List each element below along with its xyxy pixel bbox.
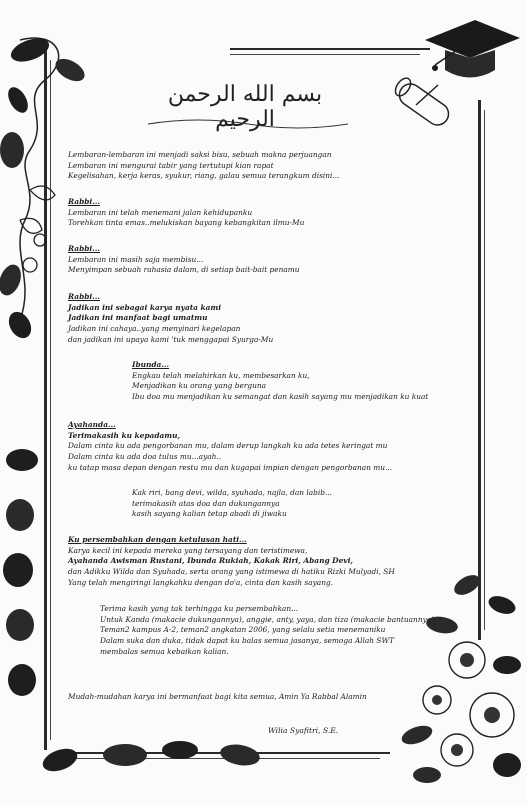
- stanza-thanks: [100, 604, 500, 657]
- poem-line: Kak riri, bang devi, wilda, syuhada, najla, dan labib...: [132, 488, 333, 497]
- closing-line: [68, 692, 468, 703]
- poem-line: Teman2 kampus A-2, teman2 angkatan 2006, yang selalu setia menemaniku: [100, 625, 386, 635]
- stanza-opening: [68, 150, 468, 182]
- poem-line: Dalam cinta ku ada pengorbanan mu, dalam derup langkah ku ada tetes keringat mu: [68, 441, 388, 451]
- poem-line: Terima kasih yang tak terhingga ku persembahkan...: [100, 604, 299, 613]
- poem-line: dan jadikan ini upaya kami 'tuk menggapai Syurga-Mu: [68, 334, 274, 344]
- stanza-heading: Rabbi...: [68, 292, 100, 301]
- poem-line: Menjadikan ku orang yang berguna: [132, 381, 267, 391]
- stanza-rabbi-1: [68, 197, 468, 229]
- bismillah-underline-icon: [148, 118, 348, 130]
- stanza-rabbi-2: [68, 244, 468, 276]
- poem-line: dan Adikku Wilda dan Syuhada, serta orang yang istimewa di hatiku Rizki Mulyadi, SH: [68, 567, 395, 577]
- leaves-bottom-row-icon: [40, 730, 300, 790]
- poem-line: Jadikan ini sebagai karya nyata kami: [68, 302, 222, 312]
- poem-line: membalas semua kebaikan kalian.: [100, 646, 229, 656]
- stanza-siblings: [132, 488, 527, 520]
- diploma-scroll-icon: [388, 75, 458, 145]
- poem-line: Lembaran-lembaran ini menjadi saksi bisu, sebuah makna perjuangan: [68, 150, 332, 159]
- poem-line: Ibu doa mu menjadikan ku semangat dan kasih sayang mu menjadikan ku kuat: [132, 392, 429, 402]
- poem-line: Lembaran ini masih saja membisu...: [68, 254, 204, 264]
- poem-line: Torehkan tinta emas..melukiskan bayang kebangkitan ilmu-Mu: [68, 218, 305, 228]
- stanza-rabbi-3: [68, 292, 468, 345]
- leaves-left-bottom-icon: [0, 440, 60, 720]
- poem-line: Karya kecil ini kepada mereka yang tersayang dan teristimewa,: [68, 545, 308, 555]
- closing-text: Mudah-mudahan karya ini bermanfaat bagi kita semua, Amin Ya Rabbal Alamin: [68, 692, 367, 701]
- stanza-ibunda: [132, 360, 527, 403]
- poem-line: Kegelisahan, kerja keras, syukur, riang, galau semua terangkum disini...: [68, 171, 340, 181]
- poem-line: Jadikan ini manfaat bagi umatmu: [68, 313, 208, 323]
- stanza-heading: Rabbi...: [68, 244, 100, 253]
- poem-line: Lembaran ini telah menemani jalan kehidupanku: [68, 207, 253, 217]
- poem-line: Engkau telah melahirkan ku, membesarkan ku,: [132, 370, 310, 380]
- bismillah-calligraphy: بسم الله الرحمن الرحيم: [167, 82, 323, 132]
- frame-top-border: [230, 48, 430, 50]
- flower-bouquet-icon: [397, 565, 527, 795]
- stanza-heading: Ku persembahkan dengan ketulusan hati...: [68, 535, 247, 544]
- poem-line: Dalam suka dan duka, tidak dapat ku balas semua jasanya, semoga Allah SWT: [100, 636, 395, 646]
- frame-top-inner-border: [230, 54, 420, 55]
- poem-line: Yang telah mengiringi langkahku dengan do'a, cinta dan kasih sayang.: [68, 577, 334, 587]
- stanza-dedication: [68, 535, 468, 588]
- poem-line: Menyimpan sebuah rahasia dalam, di setiap bait-bait penamu: [68, 265, 300, 275]
- poem-line: Dalam cinta ku ada doa tulus mu...ayah..: [68, 452, 222, 462]
- poem-line: Jadikan ini cahaya..yang menyinari kegelapan: [68, 324, 241, 334]
- poem-line: Terimakasih ku kepadamu,: [68, 430, 181, 440]
- poem-line: Lembaran ini mengurai tabir yang tertutupi kian rapat: [68, 160, 274, 170]
- stanza-ayahanda: [68, 420, 468, 473]
- poem-line: terimakasih atas doa dan dukungannya: [132, 498, 280, 508]
- stanza-heading: Rabbi...: [68, 197, 100, 206]
- poem-line: Untuk Kanda (makacie dukungannya), anggie, anty, yaya, dan tiza (makacie bantuannya),: [100, 614, 437, 624]
- stanza-heading: Ayahanda...: [68, 420, 116, 429]
- poem-line: ku tatap masa depan dengan restu mu dan kugapai impian dengan pengorbanan mu...: [68, 462, 393, 472]
- author-signature: Wilia Syafitri, S.E.: [268, 726, 339, 735]
- poem-line: kasih sayang kalian tetap abadi di jiwaku: [132, 509, 287, 519]
- stanza-heading: Ibunda...: [132, 360, 170, 369]
- poem-line: Ayahanda Awisman Rustani, Ibunda Rukiah, Kakak Riri, Abang Devi,: [68, 556, 353, 566]
